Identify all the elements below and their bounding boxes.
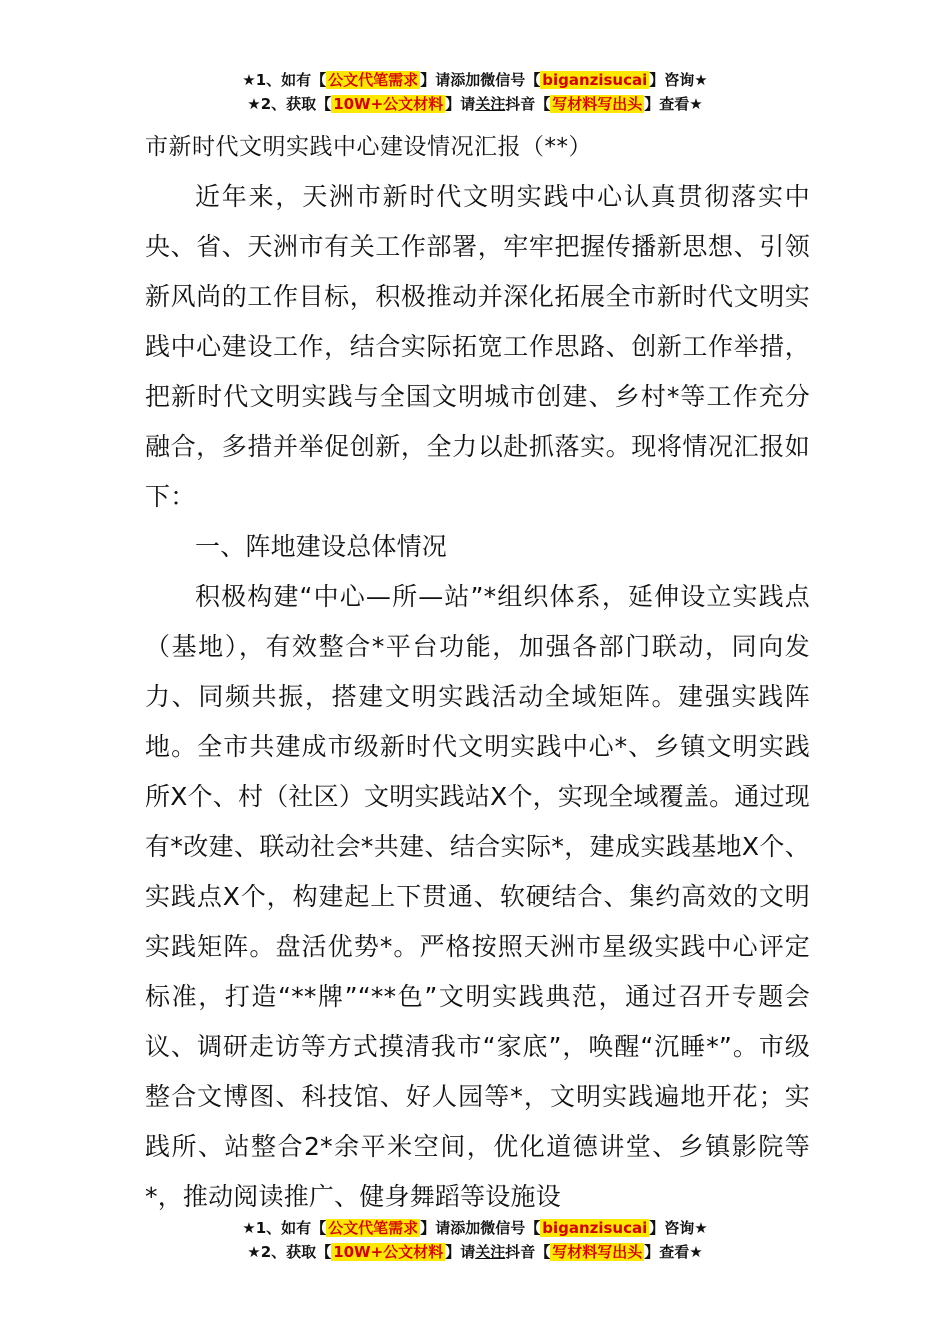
promo-underlined: 关注 [475, 95, 506, 113]
promo-text: 】查看★ [644, 95, 703, 113]
section-heading: 一、阵地建设总体情况 [195, 532, 448, 561]
promo-text: ★2、获取【 [247, 95, 332, 113]
promo-highlight: 10W+公文材料 [333, 1243, 444, 1261]
promo-banner-top [0, 68, 950, 116]
wechat-id-highlight: biganzisucai [542, 1219, 648, 1237]
promo-text: 抖音【 [505, 1243, 551, 1261]
promo-line-1 [0, 1216, 950, 1240]
wechat-id-highlight: biganzisucai [542, 71, 648, 89]
promo-text: 】查看★ [644, 1243, 703, 1261]
promo-banner-bottom [0, 1216, 950, 1264]
document-body [145, 172, 810, 1222]
promo-text: 】咨询★ [649, 71, 708, 89]
promo-text: 】请添加微信号【 [420, 1219, 541, 1237]
promo-text: 】请 [445, 95, 476, 113]
promo-underlined: 关注 [475, 1243, 506, 1261]
promo-highlight: 公文代笔需求 [328, 1219, 419, 1237]
paragraph-intro: 近年来，天洲市新时代文明实践中心认真贯彻落实中央、省、天洲市有关工作部署，牢牢把握传播新思想、引领新风尚的工作目标，积极推动并深化拓展全市新时代文明实践中心建设工作，结合实际拓宽工作思路、创新工作举措，把新时代文明实践与全国文明城市创建、乡村*等工作充分融合，多措并举促创新，全力以赴抓落实。现将情况汇报如下： [145, 182, 810, 511]
promo-text: ★2、获取【 [247, 1243, 332, 1261]
paragraph-section-1: 积极构建“中心—所—站”*组织体系，延伸设立实践点（基地），有效整合*平台功能，加强各部门联动，同向发力、同频共振，搭建文明实践活动全域矩阵。建强实践阵地。全市共建成市级新时代文明实践中心*、乡镇文明实践所X个、村（社区）文明实践站X个，实现全域覆盖。通过现有*改建、联动社会*共建、结合实际*，建成实践基地X个、实践点X个，构建起上下贯通、软硬结合、集约高效的文明实践矩阵。盘活优势*。严格按照天洲市星级实践中心评定标准，打造“**牌”“**色”文明实践典范，通过召开专题会议、调研走访等方式摸清我市“家底”，唤醒“沉睡*”。市级整合文博图、科技馆、好人园等*，文明实践遍地开花；实践所、站整合2*余平米空间，优化道德讲堂、乡镇影院等*，推动阅读推广、健身舞蹈等设施设 [145, 582, 810, 1211]
promo-text: 】咨询★ [649, 1219, 708, 1237]
promo-text: 】请添加微信号【 [420, 71, 541, 89]
promo-text: 】请 [445, 1243, 476, 1261]
promo-highlight: 10W+公文材料 [333, 95, 444, 113]
promo-highlight: 公文代笔需求 [328, 71, 419, 89]
promo-highlight: 写材料写出头 [552, 1243, 643, 1261]
promo-line-2 [0, 92, 950, 116]
document-title: 市新时代文明实践中心建设情况汇报（**） [145, 134, 592, 160]
promo-line-2 [0, 1240, 950, 1264]
promo-text: ★1、如有【 [242, 71, 327, 89]
promo-text: 抖音【 [505, 95, 551, 113]
promo-highlight: 写材料写出头 [552, 95, 643, 113]
promo-line-1 [0, 68, 950, 92]
promo-text: ★1、如有【 [242, 1219, 327, 1237]
